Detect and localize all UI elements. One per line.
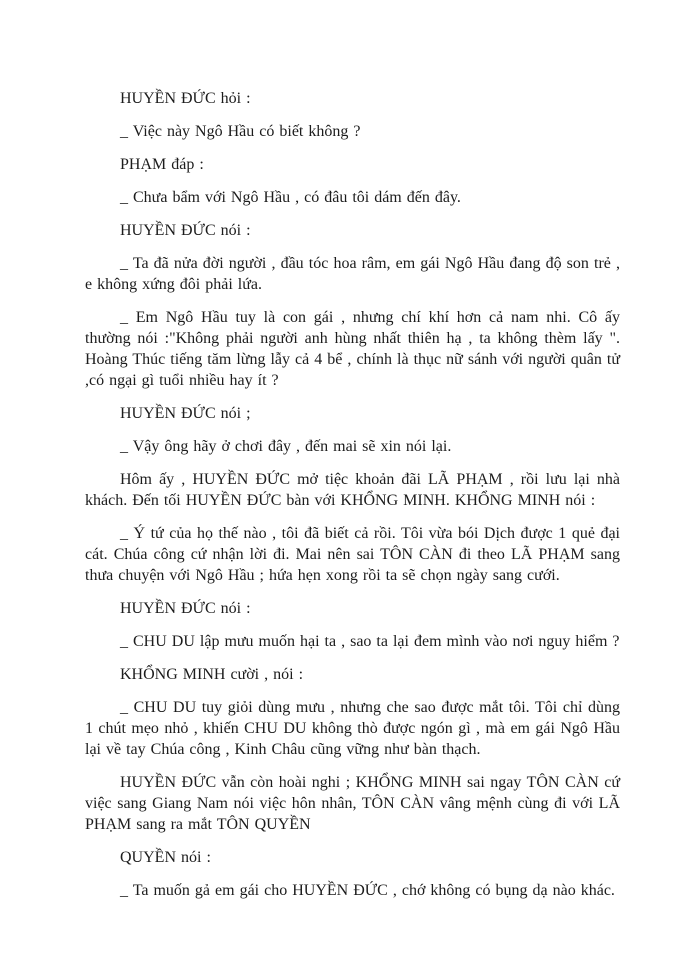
- paragraph-speaker: KHỔNG MINH cười , nói :: [120, 666, 304, 683]
- paragraph-dialogue: _ Vậy ông hãy ở chơi đây , đến mai sẽ xin nói lại.: [120, 438, 452, 455]
- paragraph-dialogue: _ Ta đã nửa đời người , đầu tóc hoa râm, em gái Ngô Hầu đang độ son trẻ , e không xứng đôi phải lứa.: [85, 255, 620, 293]
- paragraph-narration: Hôm ấy , HUYỀN ĐỨC mở tiệc khoản đãi LÃ PHẠM , rồi lưu lại nhà khách. Đến tối HUYỀN ĐỨC bàn với KHỔNG MINH. KHỔNG MINH nói :: [85, 471, 620, 509]
- paragraph-speaker: HUYỀN ĐỨC nói :: [120, 222, 251, 239]
- paragraph-speaker: HUYỀN ĐỨC hỏi :: [120, 90, 251, 107]
- paragraph-dialogue: _ Chưa bẩm với Ngô Hầu , có đâu tôi dám đến đây.: [120, 189, 461, 206]
- paragraph-dialogue: _ CHU DU tuy giỏi dùng mưu , nhưng che sao được mắt tôi. Tôi chỉ dùng 1 chút mẹo nhỏ , khiến CHU DU không thò được ngón gì , mà em gái Ngô Hầu lại về tay Chúa công , Kinh Châu cũng vững như bàn thạch.: [85, 699, 620, 758]
- paragraph-speaker: PHẠM đáp :: [120, 156, 204, 173]
- paragraph-narration: HUYỀN ĐỨC vẫn còn hoài nghi ; KHỔNG MINH sai ngay TÔN CÀN cứ việc sang Giang Nam nói việc hôn nhân, TÔN CÀN vâng mệnh cùng đi với LÃ PHẠM sang ra mắt TÔN QUYỀN: [85, 774, 620, 833]
- paragraph-dialogue: _ Em Ngô Hầu tuy là con gái , nhưng chí khí hơn cả nam nhi. Cô ấy thường nói :"Không phải người anh hùng nhất thiên hạ , ta không thèm lấy ". Hoàng Thúc tiếng tăm lừng lẫy cả 4 bể , chính là thục nữ sánh với người quân tử ,có ngại gì tuổi nhiều hay ít ?: [85, 309, 620, 389]
- paragraph-speaker: HUYỀN ĐỨC nói ;: [120, 405, 251, 422]
- paragraph-speaker: QUYỀN nói :: [120, 849, 211, 866]
- document-text-block: [85, 88, 620, 901]
- paragraph-dialogue: _ Ta muốn gả em gái cho HUYỀN ĐỨC , chớ không có bụng dạ nào khác.: [120, 882, 615, 899]
- paragraph-dialogue: _ CHU DU lập mưu muốn hại ta , sao ta lại đem mình vào nơi nguy hiểm ?: [120, 633, 620, 650]
- paragraph-speaker: HUYỀN ĐỨC nói :: [120, 600, 251, 617]
- paragraph-dialogue: _ Việc này Ngô Hầu có biết không ?: [120, 123, 361, 140]
- paragraph-dialogue: _ Ý tứ của họ thế nào , tôi đã biết cả rồi. Tôi vừa bói Dịch được 1 quẻ đại cát. Chúa công cứ nhận lời đi. Mai nên sai TÔN CÀN đi theo LÃ PHẠM sang thưa chuyện với Ngô Hầu ; hứa hẹn xong rồi ta sẽ chọn ngày sang cưới.: [85, 525, 620, 584]
